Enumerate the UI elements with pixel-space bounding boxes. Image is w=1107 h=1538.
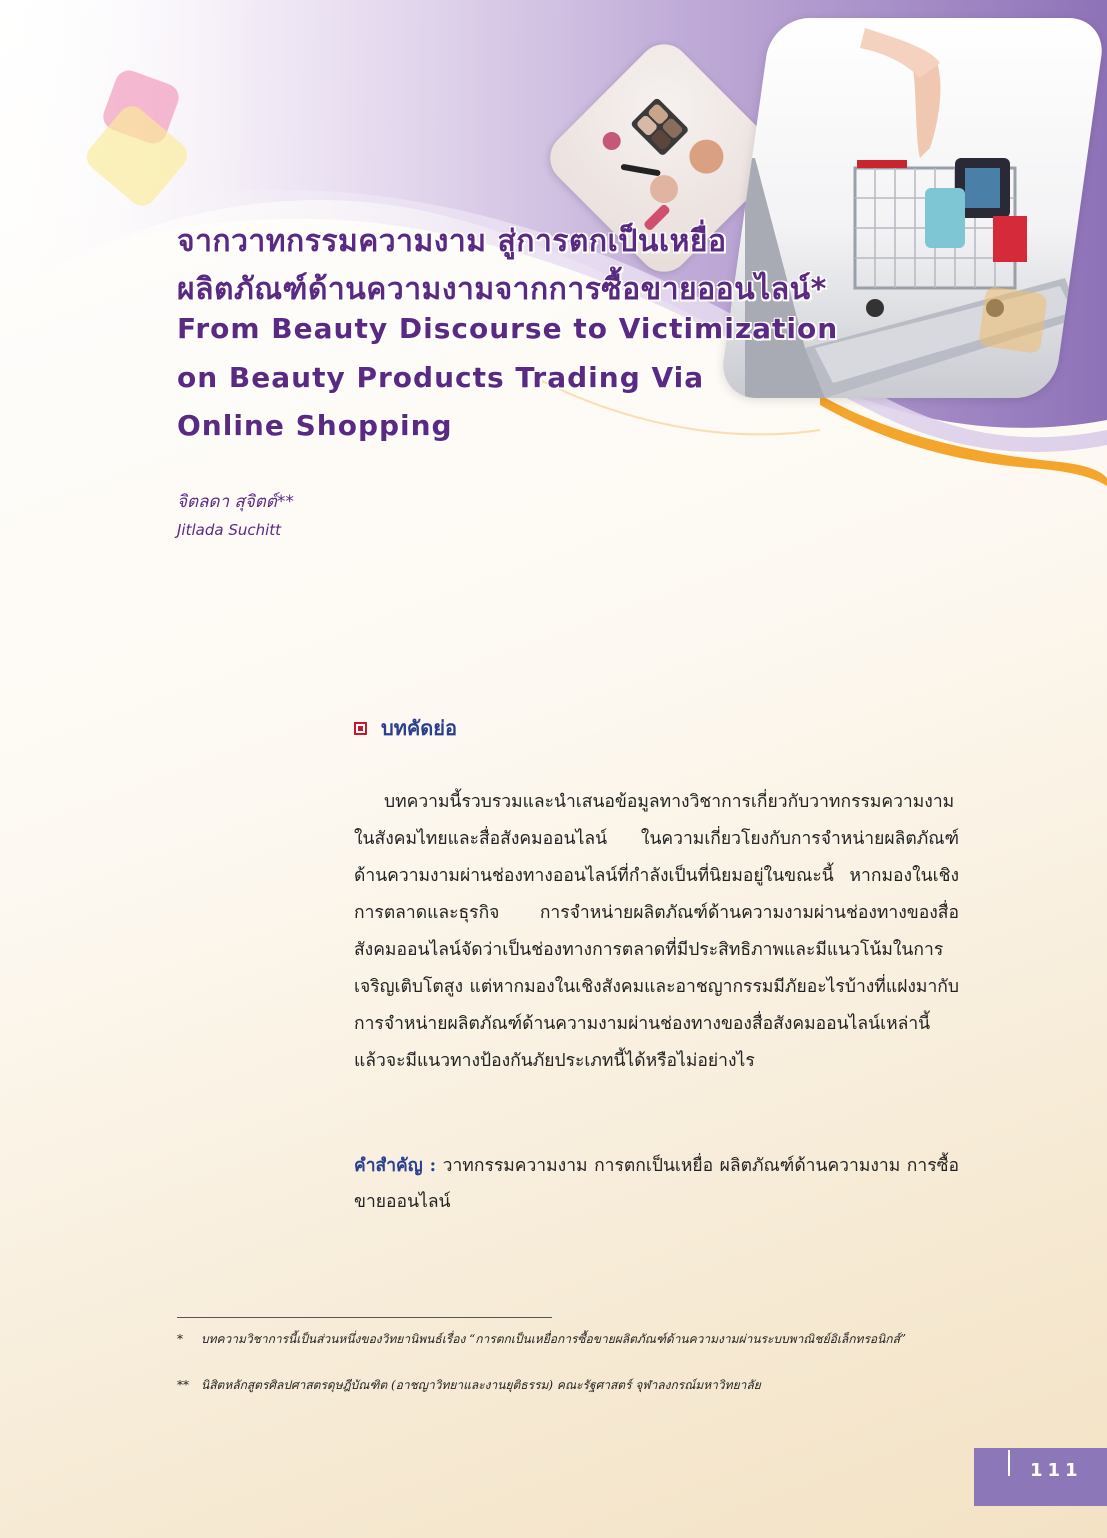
footnote-1 [177,1330,962,1348]
abstract-body: บทความนี้รวบรวมและนำเสนอข้อมูลทางวิชาการเกี่ยวกับวาทกรรมความงามในสังคมไทยและสื่อสังคมออนไลน์ ในความเกี่ยวโยงกับการจำหน่ายผลิตภัณฑ์ด้านความงามผ่านช่องทางออนไลน์ที่กำลังเป็นที่นิยมอยู่ในขณะนี้ หากมองในเชิงการตลาดและธุรกิจ การจำหน่ายผลิตภัณฑ์ด้านความงามผ่านช่องทางของสื่อสังคมออนไลน์จัดว่าเป็นช่องทางการตลาดที่มีประสิทธิภาพและมีแนวโน้มในการเจริญเติบโตสูง แต่หากมองในเชิงสังคมและอาชญากรรมมีภัยอะไรบ้างที่แฝงมากับการจำหน่ายผลิตภัณฑ์ด้านความงามผ่านช่องทางของสื่อสังคมออนไลน์เหล่านี้ แล้วจะมีแนวทางป้องกันภัยประเภทนี้ได้หรือไม่อย่างไร [354,792,959,1071]
footnote-2-text: นิสิตหลักสูตรศิลปศาสตรดุษฎีบัณฑิต (อาชญาวิทยาและงานยุติธรรม) คณะรัฐศาสตร์ จุฬาลงกรณ์มหาวิทยาลัย [201,1378,761,1392]
title-english-line-1: From Beauty Discourse to Victimization [177,312,839,345]
title-thai-line-1: จากวาทกรรมความงาม สู่การตกเป็นเหยื่อ [177,224,727,259]
footnote-2-mark: ** [177,1378,189,1392]
author-name-english: Jitlada Suchitt [177,521,282,539]
abstract-title: บทคัดย่อ [381,716,457,740]
title-english-line-3: Online Shopping [177,409,453,442]
footnote-2 [177,1376,962,1394]
keywords-text: วาทกรรมความงาม การตกเป็นเหยื่อ ผลิตภัณฑ์ด้านความงาม การซื้อขายออนไลน์ [354,1156,959,1212]
keywords [354,1148,959,1220]
author-name-thai: จิตลดา สุจิตต์** [177,492,294,512]
footnote-1-mark: * [177,1332,183,1346]
keywords-label: คำสำคัญ : [354,1156,437,1176]
footnote-rule [177,1317,552,1318]
bullet-square-icon [354,722,367,735]
title-english-line-2: on Beauty Products Trading Via [177,361,705,394]
abstract-heading [354,712,457,744]
page-number: 111 [1030,1460,1083,1481]
footnote-1-text: บทความวิชาการนี้เป็นส่วนหนึ่งของวิทยานิพนธ์เรื่อง “การตกเป็นเหยื่อการซื้อขายผลิตภัณฑ์ด้านความงามผ่านระบบพาณิชย์อิเล็กทรอนิกส์” [201,1332,907,1346]
decor-orange-square [978,286,1048,354]
title-thai-line-2: ผลิตภัณฑ์ด้านความงามจากการซื้อขายออนไลน์* [177,272,827,307]
page-number-separator [1008,1450,1010,1476]
